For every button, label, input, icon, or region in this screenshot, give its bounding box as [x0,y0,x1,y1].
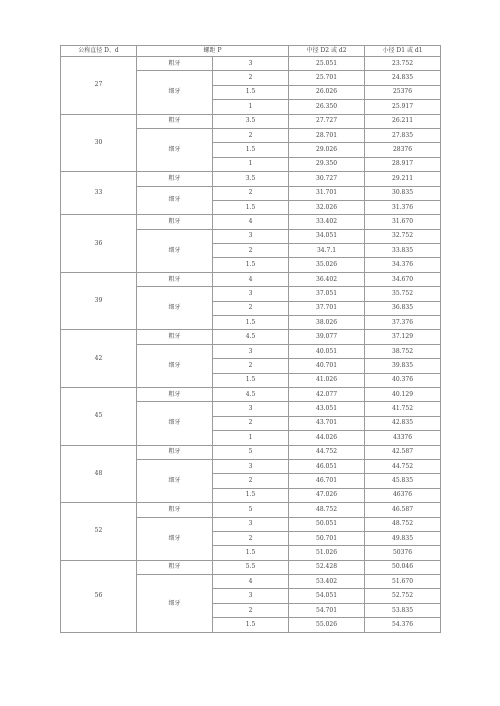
minor-diameter-cell: 33.835 [365,244,441,258]
pitch-diameter-cell: 25.051 [289,57,365,71]
pitch-cell: 3 [213,459,289,473]
pitch-diameter-cell: 42.077 [289,387,365,401]
pitch-diameter-cell: 31.701 [289,186,365,200]
pitch-diameter-cell: 32.026 [289,200,365,214]
pitch-cell: 3 [213,57,289,71]
pitch-diameter-cell: 37.701 [289,301,365,315]
nominal-diameter-cell: 27 [61,57,137,115]
pitch-diameter-cell: 34.7.1 [289,244,365,258]
pitch-diameter-cell: 35.026 [289,258,365,272]
table-row [61,272,441,286]
coarse-thread-label: 粗牙 [137,445,213,459]
minor-diameter-cell: 32.752 [365,229,441,243]
pitch-diameter-cell: 29.026 [289,143,365,157]
pitch-cell: 4.5 [213,387,289,401]
pitch-cell: 2 [213,128,289,142]
pitch-diameter-cell: 43.701 [289,416,365,430]
minor-diameter-cell: 52.752 [365,589,441,603]
table-row [61,114,441,128]
nominal-diameter-cell: 39 [61,272,137,330]
pitch-diameter-cell: 41.026 [289,373,365,387]
pitch-cell: 4 [213,215,289,229]
table-body [61,57,441,633]
pitch-diameter-cell: 28.701 [289,128,365,142]
minor-diameter-cell: 31.670 [365,215,441,229]
fine-thread-label: 细牙 [137,287,213,330]
pitch-diameter-cell: 50.051 [289,517,365,531]
fine-thread-label: 细牙 [137,71,213,114]
fine-thread-label: 细牙 [137,459,213,502]
minor-diameter-cell: 30.835 [365,186,441,200]
minor-diameter-cell: 26.211 [365,114,441,128]
pitch-cell: 1.5 [213,316,289,330]
minor-diameter-cell: 50.046 [365,560,441,574]
pitch-cell: 1.5 [213,200,289,214]
pitch-cell: 2 [213,531,289,545]
pitch-diameter-cell: 26.026 [289,85,365,99]
pitch-cell: 2 [213,71,289,85]
fine-thread-label: 细牙 [137,402,213,445]
pitch-cell: 1.5 [213,618,289,633]
fine-thread-label: 细牙 [137,575,213,633]
pitch-diameter-cell: 40.701 [289,359,365,373]
minor-diameter-cell: 42.835 [365,416,441,430]
minor-diameter-cell: 42.587 [365,445,441,459]
pitch-cell: 1 [213,157,289,171]
header-pitch-diameter: 中径 D2 或 d2 [289,46,365,57]
minor-diameter-cell: 37.376 [365,316,441,330]
pitch-diameter-cell: 38.026 [289,316,365,330]
pitch-cell: 1.5 [213,488,289,502]
minor-diameter-cell: 40.376 [365,373,441,387]
nominal-diameter-cell: 48 [61,445,137,503]
minor-diameter-cell: 25.917 [365,100,441,114]
coarse-thread-label: 粗牙 [137,215,213,229]
pitch-cell: 1.5 [213,373,289,387]
pitch-cell: 3 [213,402,289,416]
table-row [61,445,441,459]
minor-diameter-cell: 25376 [365,85,441,99]
pitch-diameter-cell: 40.051 [289,344,365,358]
pitch-cell: 3 [213,517,289,531]
minor-diameter-cell: 46376 [365,488,441,502]
minor-diameter-cell: 38.752 [365,344,441,358]
fine-thread-label: 细牙 [137,344,213,387]
pitch-diameter-cell: 25.701 [289,71,365,85]
pitch-diameter-cell: 53.402 [289,575,365,589]
minor-diameter-cell: 40.129 [365,387,441,401]
pitch-cell: 3 [213,344,289,358]
pitch-cell: 2 [213,244,289,258]
table-row [61,560,441,574]
pitch-cell: 4 [213,272,289,286]
minor-diameter-cell: 24.835 [365,71,441,85]
minor-diameter-cell: 48.752 [365,517,441,531]
minor-diameter-cell: 41.752 [365,402,441,416]
pitch-diameter-cell: 44.026 [289,431,365,445]
minor-diameter-cell: 39.835 [365,359,441,373]
thread-spec-table [60,45,441,633]
pitch-cell: 2 [213,359,289,373]
pitch-cell: 5 [213,503,289,517]
coarse-thread-label: 粗牙 [137,172,213,186]
coarse-thread-label: 粗牙 [137,272,213,286]
minor-diameter-cell: 53.835 [365,603,441,617]
minor-diameter-cell: 35.752 [365,287,441,301]
nominal-diameter-cell: 36 [61,215,137,273]
nominal-diameter-cell: 52 [61,503,137,561]
minor-diameter-cell: 54.376 [365,618,441,633]
pitch-cell: 4.5 [213,330,289,344]
pitch-cell: 5 [213,445,289,459]
minor-diameter-cell: 36.835 [365,301,441,315]
pitch-cell: 2 [213,186,289,200]
minor-diameter-cell: 37.129 [365,330,441,344]
pitch-diameter-cell: 36.402 [289,272,365,286]
minor-diameter-cell: 45.835 [365,474,441,488]
pitch-diameter-cell: 51.026 [289,546,365,560]
coarse-thread-label: 粗牙 [137,114,213,128]
coarse-thread-label: 粗牙 [137,560,213,574]
pitch-cell: 1.5 [213,546,289,560]
table-row [61,503,441,517]
fine-thread-label: 细牙 [137,186,213,215]
minor-diameter-cell: 49.835 [365,531,441,545]
header-nominal-diameter: 公称直径 D、d [61,46,137,57]
pitch-diameter-cell: 52.428 [289,560,365,574]
pitch-diameter-cell: 34.051 [289,229,365,243]
pitch-cell: 2 [213,416,289,430]
header-pitch: 螺距 P [137,46,289,57]
header-row [61,46,441,57]
pitch-diameter-cell: 47.026 [289,488,365,502]
table-row [61,215,441,229]
pitch-diameter-cell: 46.701 [289,474,365,488]
nominal-diameter-cell: 30 [61,114,137,172]
pitch-diameter-cell: 48.752 [289,503,365,517]
pitch-diameter-cell: 37.051 [289,287,365,301]
minor-diameter-cell: 23.752 [365,57,441,71]
nominal-diameter-cell: 33 [61,172,137,215]
minor-diameter-cell: 43376 [365,431,441,445]
pitch-diameter-cell: 27.727 [289,114,365,128]
pitch-cell: 1 [213,100,289,114]
table-row [61,57,441,71]
fine-thread-label: 细牙 [137,229,213,272]
pitch-diameter-cell: 26.350 [289,100,365,114]
pitch-cell: 1.5 [213,258,289,272]
header-minor-diameter: 小径 D1 或 d1 [365,46,441,57]
pitch-diameter-cell: 43.051 [289,402,365,416]
minor-diameter-cell: 46.587 [365,503,441,517]
pitch-diameter-cell: 54.701 [289,603,365,617]
coarse-thread-label: 粗牙 [137,330,213,344]
minor-diameter-cell: 27.835 [365,128,441,142]
table-row [61,172,441,186]
nominal-diameter-cell: 56 [61,560,137,632]
pitch-diameter-cell: 55.026 [289,618,365,633]
minor-diameter-cell: 29.211 [365,172,441,186]
minor-diameter-cell: 44.752 [365,459,441,473]
minor-diameter-cell: 28376 [365,143,441,157]
pitch-cell: 3 [213,589,289,603]
minor-diameter-cell: 28.917 [365,157,441,171]
pitch-diameter-cell: 33.402 [289,215,365,229]
table-row [61,387,441,401]
nominal-diameter-cell: 42 [61,330,137,388]
pitch-cell: 4 [213,575,289,589]
minor-diameter-cell: 31.376 [365,200,441,214]
pitch-diameter-cell: 54.051 [289,589,365,603]
pitch-diameter-cell: 39.077 [289,330,365,344]
table-row [61,330,441,344]
pitch-cell: 1 [213,431,289,445]
nominal-diameter-cell: 45 [61,387,137,445]
minor-diameter-cell: 34.376 [365,258,441,272]
minor-diameter-cell: 34.670 [365,272,441,286]
pitch-cell: 3.5 [213,172,289,186]
pitch-cell: 3.5 [213,114,289,128]
pitch-diameter-cell: 46.051 [289,459,365,473]
coarse-thread-label: 粗牙 [137,387,213,401]
pitch-diameter-cell: 30.727 [289,172,365,186]
minor-diameter-cell: 50376 [365,546,441,560]
coarse-thread-label: 粗牙 [137,503,213,517]
coarse-thread-label: 粗牙 [137,57,213,71]
pitch-cell: 3 [213,229,289,243]
pitch-cell: 2 [213,603,289,617]
pitch-cell: 1.5 [213,85,289,99]
pitch-cell: 3 [213,287,289,301]
pitch-diameter-cell: 50.701 [289,531,365,545]
pitch-diameter-cell: 29.350 [289,157,365,171]
pitch-cell: 5.5 [213,560,289,574]
pitch-cell: 1.5 [213,143,289,157]
minor-diameter-cell: 51.670 [365,575,441,589]
pitch-cell: 2 [213,301,289,315]
pitch-cell: 2 [213,474,289,488]
pitch-diameter-cell: 44.752 [289,445,365,459]
fine-thread-label: 细牙 [137,517,213,560]
fine-thread-label: 细牙 [137,128,213,171]
